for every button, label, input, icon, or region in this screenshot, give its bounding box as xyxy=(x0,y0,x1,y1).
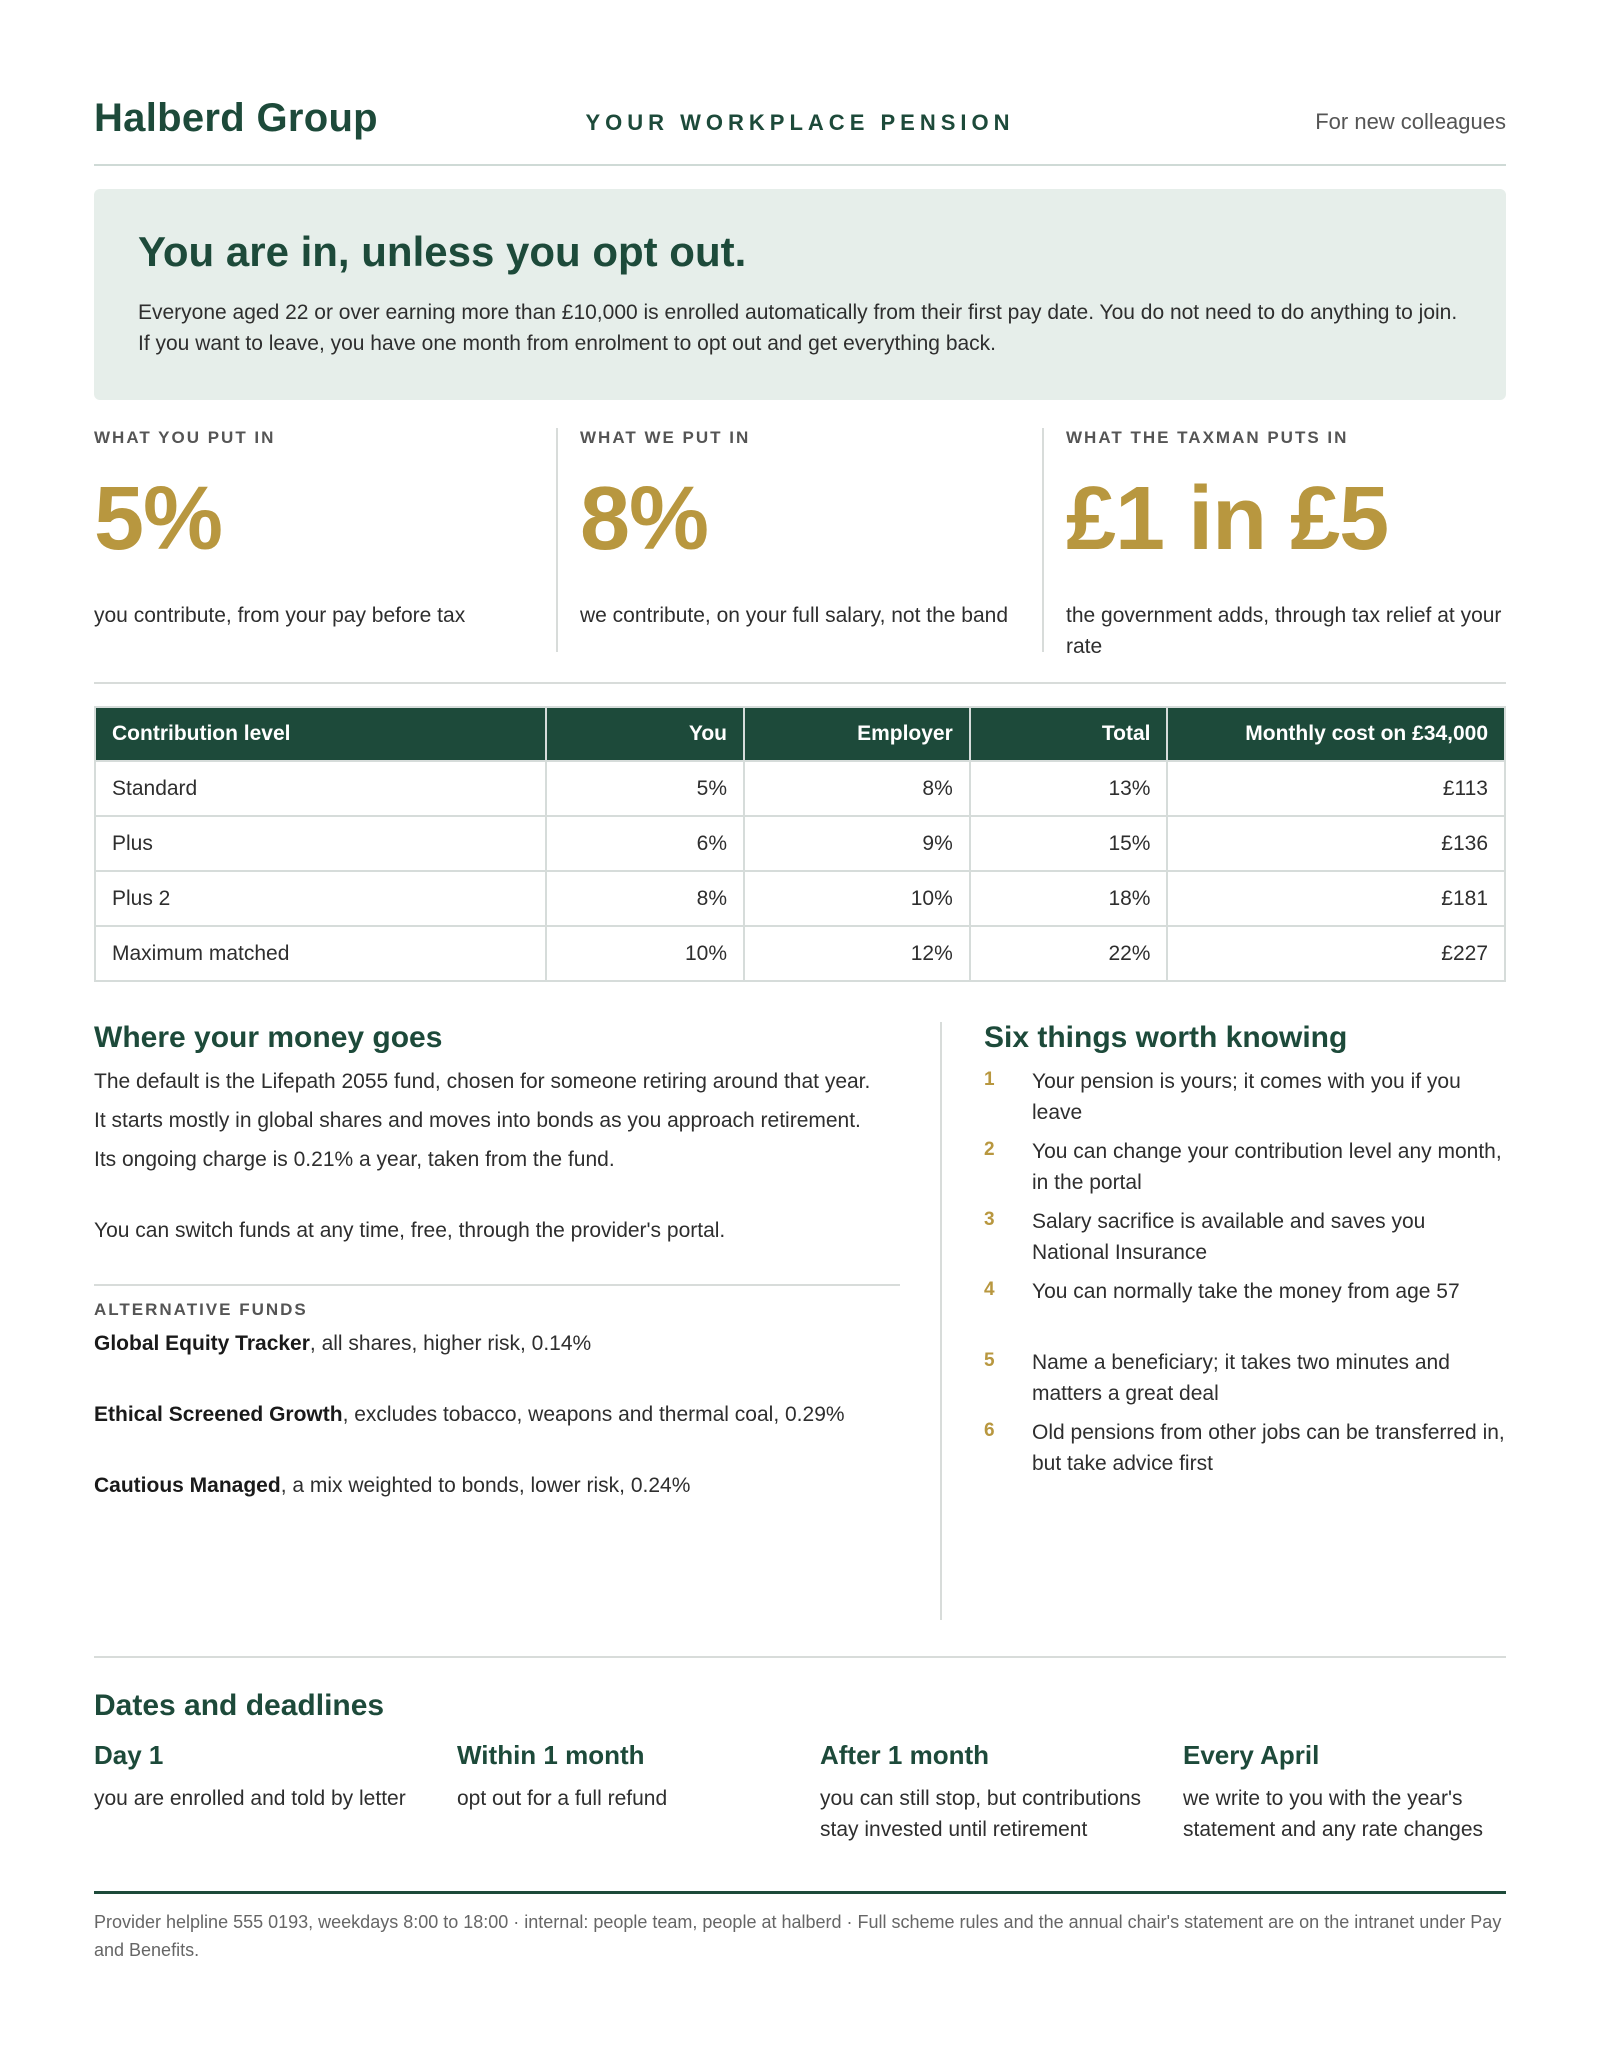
alternative-funds-label: ALTERNATIVE FUNDS xyxy=(94,1300,308,1319)
section-heading: Dates and deadlines xyxy=(94,1689,385,1722)
hero-body: Everyone aged 22 or over earning more than £10,000 is enrolled automatically from their first pay date. You do not need to do anything to join. If you want to leave, you have one month from enrolment to opt out and get everything back. xyxy=(138,301,1458,356)
item-text: Salary sacrifice is available and saves you National Insurance xyxy=(1032,1210,1426,1264)
date-item xyxy=(820,1740,1150,1845)
date-text: you can still stop, but contributions stay invested until retirement xyxy=(820,1787,1142,1842)
date-text: we write to you with the year's statement and any rate changes xyxy=(1183,1787,1484,1842)
column-header: Employer xyxy=(744,707,970,761)
things-worth-knowing xyxy=(984,1020,1506,1487)
list-item xyxy=(984,1206,1506,1268)
money-section xyxy=(94,1020,900,1501)
fund-detail: , all shares, higher risk, 0.14% xyxy=(309,1332,592,1355)
table-cell: Maximum matched xyxy=(95,926,546,981)
hero-panel xyxy=(94,189,1506,400)
date-text: you are enrolled and told by letter xyxy=(94,1787,406,1811)
column-divider xyxy=(940,1022,942,1620)
column-header: You xyxy=(546,707,744,761)
stat-description: we contribute, on your full salary, not the band xyxy=(580,604,1009,627)
table-cell: 15% xyxy=(970,816,1168,871)
stat-tax-relief xyxy=(1042,428,1508,658)
fund-name: Ethical Screened Growth xyxy=(94,1403,343,1426)
fund-name: Global Equity Tracker xyxy=(94,1332,310,1355)
stat-label: WHAT WE PUT IN xyxy=(580,428,751,447)
item-text: Name a beneficiary; it takes two minutes and matters a great deal xyxy=(1032,1351,1450,1405)
fund-name: Cautious Managed xyxy=(94,1474,281,1497)
table-cell: 8% xyxy=(546,871,744,926)
table-cell: £113 xyxy=(1167,761,1505,816)
section-heading: Six things worth knowing xyxy=(984,1021,1348,1054)
fund-item xyxy=(94,1399,900,1430)
item-number: 4 xyxy=(984,1279,995,1300)
stat-description: the government adds, through tax relief at your rate xyxy=(1066,604,1502,658)
table-cell: 10% xyxy=(546,926,744,981)
table-row xyxy=(95,816,1505,871)
stat-label: WHAT YOU PUT IN xyxy=(94,428,276,447)
date-title: Every April xyxy=(1183,1740,1320,1770)
date-title: Within 1 month xyxy=(457,1740,645,1770)
table-cell: 6% xyxy=(546,816,744,871)
item-number: 1 xyxy=(984,1069,995,1090)
list-item xyxy=(984,1347,1506,1409)
stat-description: you contribute, from your pay before tax xyxy=(94,604,466,627)
table-cell: Plus xyxy=(95,816,546,871)
item-text: You can normally take the money from age 57 xyxy=(1032,1280,1460,1303)
stat-employer xyxy=(556,428,1022,652)
stat-label: WHAT THE TAXMAN PUTS IN xyxy=(1066,428,1349,447)
dates-grid xyxy=(94,1740,1506,1870)
list-item xyxy=(984,1136,1506,1198)
item-text: You can change your contribution level any month, in the portal xyxy=(1032,1140,1502,1194)
table-cell: 18% xyxy=(970,871,1168,926)
money-paragraph: Its ongoing charge is 0.21% a year, taken from the fund. xyxy=(94,1148,615,1171)
document-title: YOUR WORKPLACE PENSION xyxy=(585,110,1015,135)
section-heading: Where your money goes xyxy=(94,1021,443,1054)
date-title: Day 1 xyxy=(94,1740,164,1770)
table-cell: 22% xyxy=(970,926,1168,981)
table-cell: 5% xyxy=(546,761,744,816)
table-cell: 12% xyxy=(744,926,970,981)
item-number: 3 xyxy=(984,1209,995,1230)
table-row xyxy=(95,926,1505,981)
table-cell: 13% xyxy=(970,761,1168,816)
date-title: After 1 month xyxy=(820,1740,989,1770)
table-cell: £136 xyxy=(1167,816,1505,871)
fund-detail: , excludes tobacco, weapons and thermal coal, 0.29% xyxy=(342,1403,845,1426)
money-paragraph: The default is the Lifepath 2055 fund, chosen for someone retiring around that year. xyxy=(94,1070,871,1093)
table-cell: Plus 2 xyxy=(95,871,546,926)
header xyxy=(94,96,1506,166)
list-item xyxy=(984,1276,1506,1307)
money-paragraph: You can switch funds at any time, free, through the provider's portal. xyxy=(94,1219,726,1242)
item-number: 5 xyxy=(984,1350,995,1371)
stat-value: 5% xyxy=(94,469,223,569)
table-row xyxy=(95,761,1505,816)
item-text: Old pensions from other jobs can be transferred in, but take advice first xyxy=(1032,1421,1505,1475)
money-paragraph: It starts mostly in global shares and moves into bonds as you approach retirement. xyxy=(94,1109,861,1132)
table-cell: 8% xyxy=(744,761,970,816)
item-number: 6 xyxy=(984,1420,995,1441)
stat-value: 8% xyxy=(580,469,709,569)
dates-section xyxy=(94,1656,1506,1870)
stat-you xyxy=(94,428,560,652)
column-header: Monthly cost on £34,000 xyxy=(1167,707,1505,761)
brand-name: Halberd Group xyxy=(94,96,378,140)
date-item xyxy=(1183,1740,1506,1845)
hero-heading: You are in, unless you opt out. xyxy=(138,228,747,275)
table-cell: £227 xyxy=(1167,926,1505,981)
table-cell: 10% xyxy=(744,871,970,926)
stat-value: £1 in £5 xyxy=(1066,469,1389,569)
fund-item xyxy=(94,1470,900,1501)
contribution-stats xyxy=(94,420,1506,684)
fund-detail: , a mix weighted to bonds, lower risk, 0.24% xyxy=(280,1474,691,1497)
item-number: 2 xyxy=(984,1139,995,1160)
column-header: Total xyxy=(970,707,1168,761)
divider xyxy=(94,1284,900,1286)
table-row xyxy=(95,871,1505,926)
fund-item xyxy=(94,1328,900,1359)
list-item xyxy=(984,1417,1506,1479)
audience-label: For new colleagues xyxy=(1315,109,1506,134)
table-cell: Standard xyxy=(95,761,546,816)
table-cell: 9% xyxy=(744,816,970,871)
list-item xyxy=(984,1066,1506,1128)
item-text: Your pension is yours; it comes with you if you leave xyxy=(1032,1070,1461,1124)
date-item xyxy=(457,1740,787,1814)
footer-note: Provider helpline 555 0193, weekdays 8:00 to 18:00 · internal: people team, people at halberd · Full scheme rules and the annual chair's statement are on the intranet under Pay and Benefits. xyxy=(94,1891,1506,1964)
table-header-row xyxy=(95,707,1505,761)
knowing-list xyxy=(984,1066,1506,1479)
date-item xyxy=(94,1740,424,1814)
table-cell: £181 xyxy=(1167,871,1505,926)
date-text: opt out for a full refund xyxy=(457,1787,668,1811)
column-header: Contribution level xyxy=(95,707,546,761)
contribution-table xyxy=(94,706,1506,982)
